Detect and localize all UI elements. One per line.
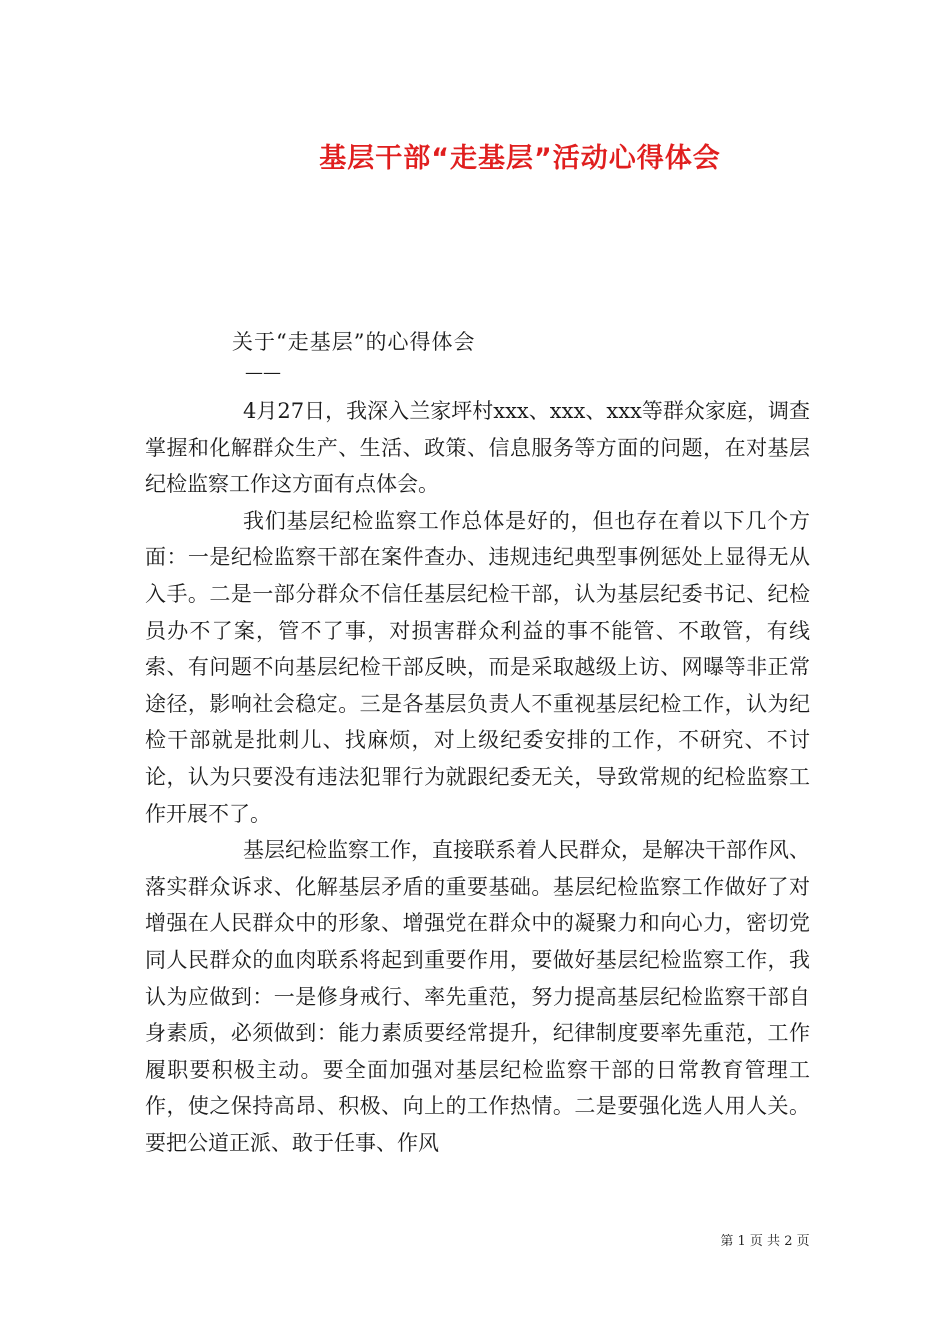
page-number: 第 1 页 共 2 页: [720, 1234, 810, 1249]
document-title: 基层干部“走基层”活动心得体会: [319, 143, 721, 174]
paragraph: 4月27日，我深入兰家坪村xxx、xxx、xxx等群众家庭，调查掌握和化解群众生产、生活、政策、信息服务等方面的问题，在对基层纪检监察工作这方面有点体会。: [145, 399, 810, 497]
paragraph: 我们基层纪检监察工作总体是好的，但也存在着以下几个方面：一是纪检监察干部在案件查办、违规违纪典型事例惩处上显得无从入手。二是一部分群众不信任基层纪检干部，认为基层纪委书记、纪检员办不了案，管不了事，对损害群众利益的事不能管、不敢管，有线索、有问题不向基层纪检干部反映，而是采取越级上访、网曝等非正常途径，影响社会稳定。三是各基层负责人不重视基层纪检工作，认为纪检干部就是批刺儿、找麻烦，对上级纪委安排的工作，不研究、不讨论，认为只要没有违法犯罪行为就跟纪委无关，导致常规的纪检监察工作开展不了。: [145, 508, 810, 826]
subtitle-dash: ——: [245, 362, 281, 383]
document-body: [145, 393, 810, 1161]
document-subtitle: 关于“走基层”的心得体会: [232, 330, 476, 354]
paragraph: 基层纪检监察工作，直接联系着人民群众，是解决干部作风、落实群众诉求、化解基层矛盾的重要基础。基层纪检监察工作做好了对增强在人民群众中的形象、增强党在群众中的凝聚力和向心力，密切党同人民群众的血肉联系将起到重要作用，要做好基层纪检监察工作，我认为应做到：一是修身戒行、率先重范，努力提高基层纪检监察干部自身素质，必须做到：能力素质要经常提升，纪律制度要率先重范，工作履职要积极主动。要全面加强对基层纪检监察干部的日常教育管理工作，使之保持高昂、积极、向上的工作热情。二是要强化选人用人关。要把公道正派、敢于任事、作风: [145, 838, 810, 1155]
